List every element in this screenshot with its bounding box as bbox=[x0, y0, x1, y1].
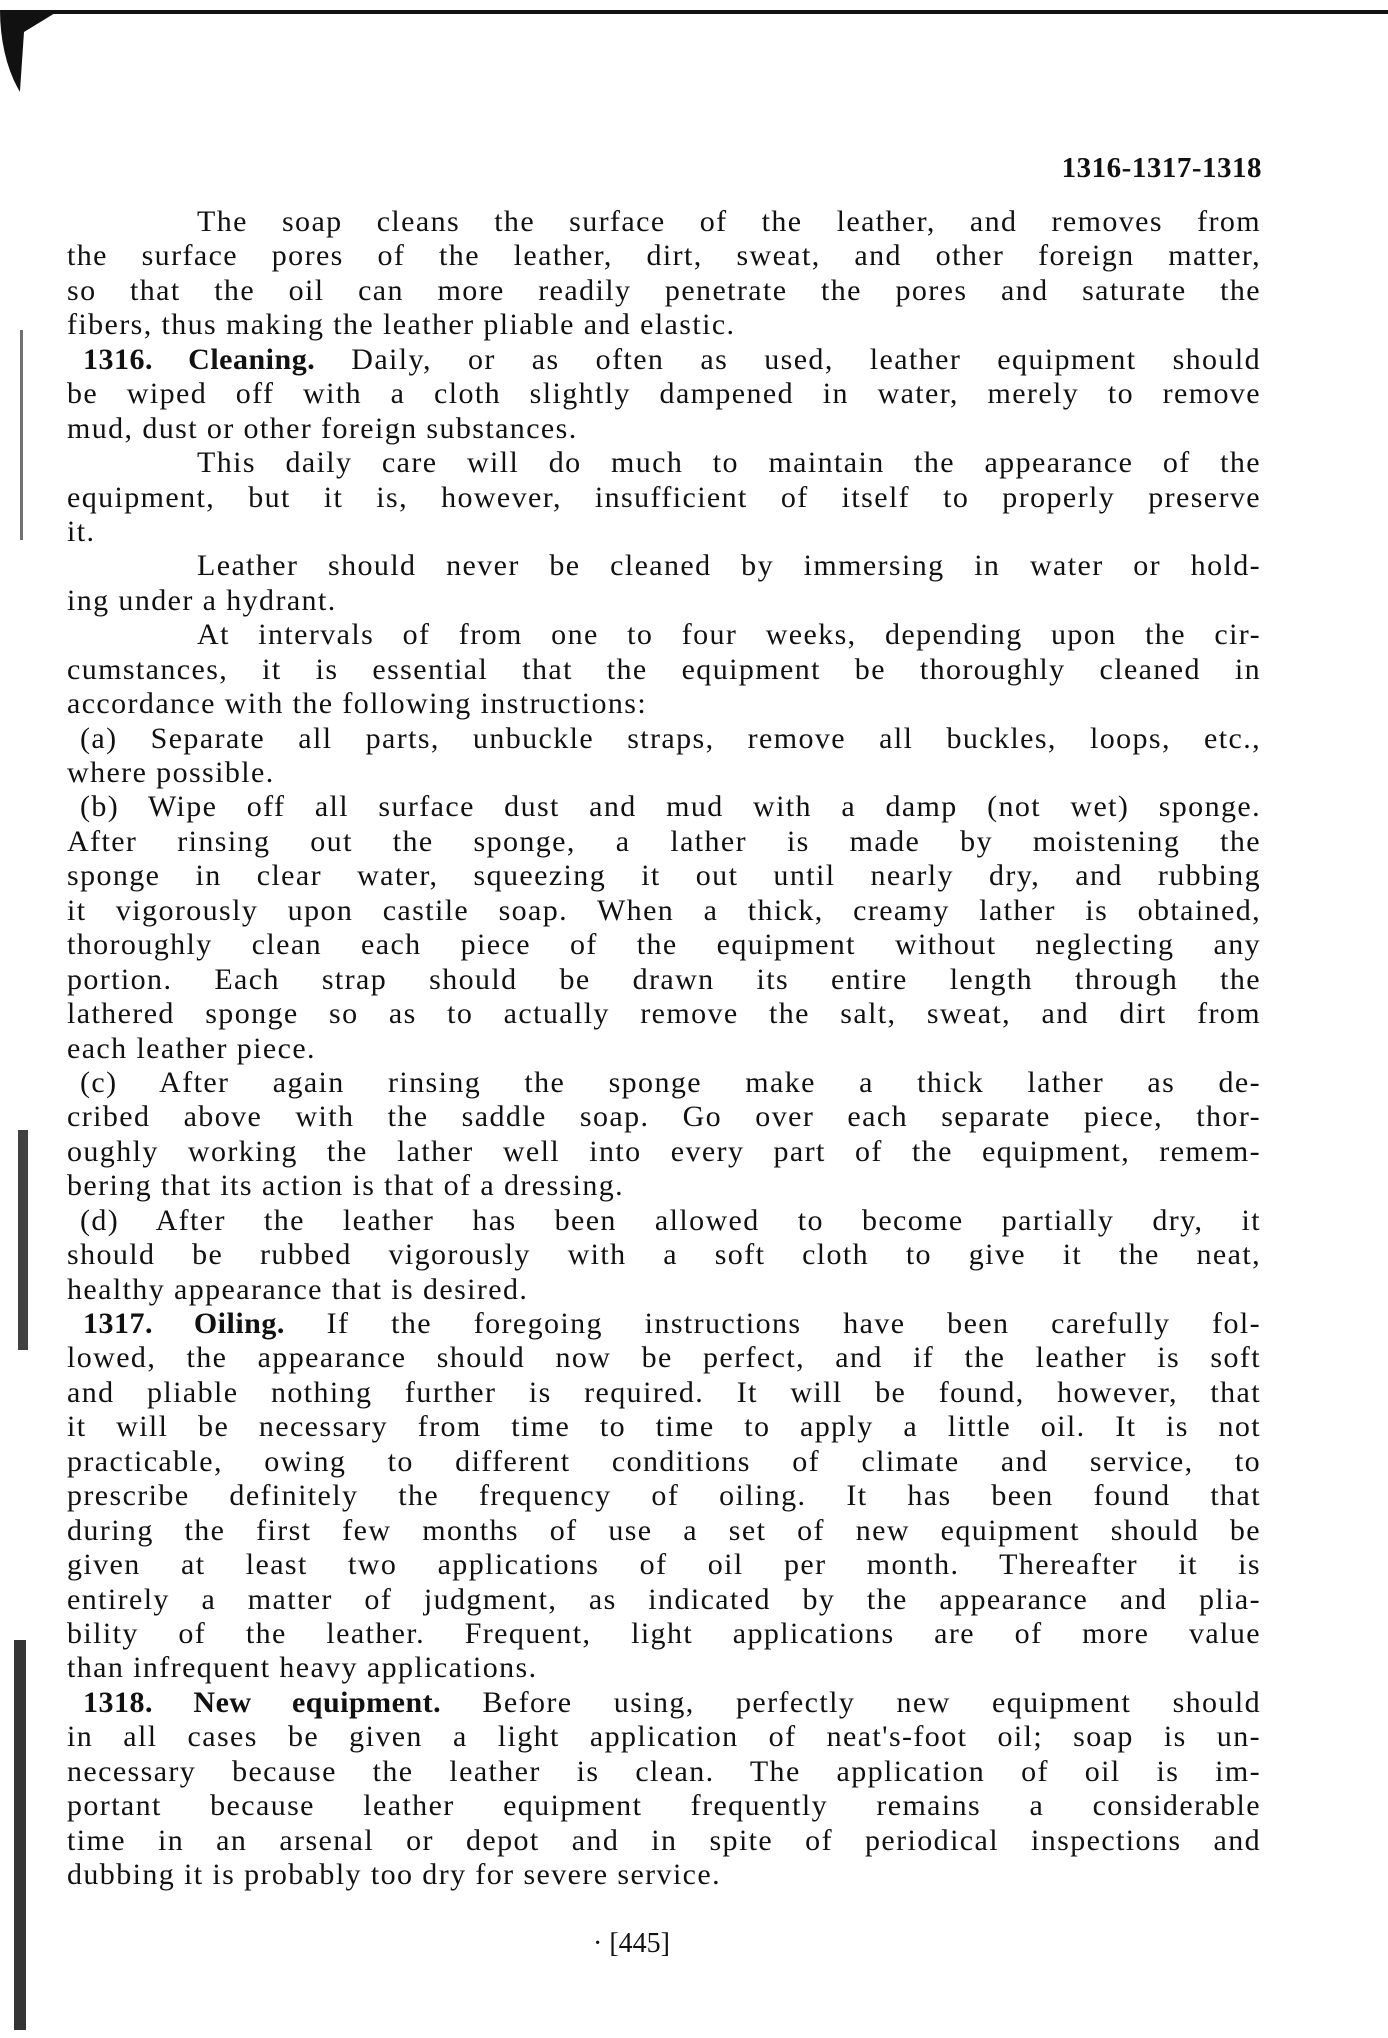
scan-corner-shadow bbox=[0, 10, 60, 120]
line-text: practicable, owing to different conditions of climate and service, to bbox=[67, 1444, 1261, 1478]
line-text: If the foregoing instructions have been carefully fol- bbox=[284, 1307, 1261, 1340]
section-heading: 1317. Oiling. bbox=[83, 1307, 285, 1340]
line-text: Daily, or as often as used, leather equipment should bbox=[315, 342, 1261, 376]
line-text: fibers, thus making the leather pliable and elastic. bbox=[67, 308, 736, 342]
text-line bbox=[67, 1100, 1261, 1134]
text-line bbox=[67, 1617, 1261, 1651]
line-text: portant because leather equipment frequently remains a considerable bbox=[67, 1789, 1261, 1823]
text-line bbox=[67, 653, 1261, 687]
line-text: bering that its action is that of a dressing. bbox=[67, 1169, 625, 1203]
text-line bbox=[67, 343, 1261, 377]
text-line bbox=[67, 584, 1261, 618]
text-line bbox=[67, 1755, 1261, 1789]
text-line bbox=[67, 1204, 1261, 1238]
line-text: dubbing it is probably too dry for severe service. bbox=[67, 1858, 722, 1891]
text-line bbox=[67, 1066, 1261, 1100]
line-text: bility of the leather. Frequent, light applications are of more value bbox=[67, 1616, 1261, 1650]
line-text: it will be necessary from time to time to apply a little oil. It is not bbox=[67, 1410, 1261, 1444]
text-line bbox=[67, 894, 1261, 928]
text-line bbox=[67, 1445, 1261, 1479]
binding-mark bbox=[20, 330, 23, 540]
line-text: equipment, but it is, however, insufficient of itself to properly preserve bbox=[67, 480, 1261, 514]
line-text: Before using, perfectly new equipment should bbox=[441, 1685, 1261, 1719]
text-line bbox=[67, 1238, 1261, 1272]
line-text: it. bbox=[67, 514, 96, 548]
section-heading: 1318. New equipment. bbox=[83, 1685, 442, 1719]
text-line bbox=[67, 997, 1261, 1031]
text-line bbox=[67, 1720, 1261, 1754]
text-line bbox=[67, 1273, 1261, 1307]
text-line bbox=[67, 308, 1261, 342]
text-line bbox=[67, 790, 1261, 824]
line-text: cribed above with the saddle soap. Go over each separate piece, thor- bbox=[67, 1100, 1261, 1134]
line-text: be wiped off with a cloth slightly dampened in water, merely to remove bbox=[67, 377, 1261, 411]
line-text: oughly working the lather well into every part of the equipment, remem- bbox=[67, 1134, 1261, 1168]
line-text: (b) Wipe off all surface dust and mud with a damp (not wet) sponge. bbox=[80, 790, 1261, 824]
text-line bbox=[67, 1583, 1261, 1617]
text-line bbox=[67, 205, 1261, 239]
text-line bbox=[67, 825, 1261, 859]
line-text: the surface pores of the leather, dirt, sweat, and other foreign matter, bbox=[67, 239, 1261, 273]
binding-mark bbox=[18, 1130, 28, 1350]
line-text: prescribe definitely the frequency of oiling. It has been found that bbox=[67, 1479, 1261, 1513]
line-text: during the first few months of use a set of new equipment should be bbox=[67, 1513, 1261, 1547]
line-text: and pliable nothing further is required. It will be found, however, that bbox=[67, 1375, 1261, 1409]
text-line bbox=[67, 1341, 1261, 1375]
line-text: (a) Separate all parts, unbuckle straps, remove all buckles, loops, etc., bbox=[80, 721, 1261, 755]
page-top-edge bbox=[20, 10, 1388, 14]
text-line bbox=[67, 515, 1261, 549]
line-text: healthy appearance that is desired. bbox=[67, 1272, 529, 1306]
page-number: · [445] bbox=[593, 1928, 670, 1959]
line-text: it vigorously upon castile soap. When a thick, creamy lather is obtained, bbox=[67, 893, 1261, 927]
line-text: time in an arsenal or depot and in spite of periodical inspections and bbox=[67, 1823, 1261, 1857]
line-text: portion. Each strap should be drawn its entire length through the bbox=[67, 962, 1261, 996]
text-line bbox=[67, 756, 1261, 790]
text-line bbox=[67, 1169, 1261, 1203]
line-text: accordance with the following instructions: bbox=[67, 687, 648, 721]
line-text: entirely a matter of judgment, as indicated by the appearance and plia- bbox=[67, 1582, 1261, 1616]
line-text: At intervals of from one to four weeks, depending upon the cir- bbox=[197, 618, 1261, 652]
line-text: so that the oil can more readily penetrate the pores and saturate the bbox=[67, 273, 1261, 307]
text-line bbox=[67, 1376, 1261, 1410]
text-line bbox=[67, 446, 1261, 480]
text-line bbox=[67, 1686, 1261, 1720]
line-text: sponge in clear water, squeezing it out until nearly dry, and rubbing bbox=[67, 859, 1261, 893]
text-line bbox=[67, 1548, 1261, 1582]
text-line bbox=[67, 377, 1261, 411]
text-line bbox=[67, 1514, 1261, 1548]
binding-mark bbox=[14, 1640, 26, 2030]
text-line bbox=[67, 1307, 1261, 1341]
line-text: thoroughly clean each piece of the equipment without neglecting any bbox=[67, 928, 1261, 962]
text-line bbox=[67, 1032, 1261, 1066]
line-text: where possible. bbox=[67, 756, 275, 789]
line-text: cumstances, it is essential that the equipment be thoroughly cleaned in bbox=[67, 652, 1261, 686]
text-line bbox=[67, 859, 1261, 893]
line-text: (d) After the leather has been allowed to become partially dry, it bbox=[80, 1203, 1261, 1237]
line-text: After rinsing out the sponge, a lather is made by moistening the bbox=[67, 824, 1261, 858]
text-line bbox=[67, 412, 1261, 446]
line-text: lathered sponge so as to actually remove the salt, sweat, and dirt from bbox=[67, 997, 1261, 1031]
document-body bbox=[67, 205, 1261, 1892]
line-text: (c) After again rinsing the sponge make a thick lather as de- bbox=[80, 1065, 1261, 1099]
section-range-header: 1316-1317-1318 bbox=[1061, 152, 1262, 184]
line-text: necessary because the leather is clean. The application of oil is im- bbox=[67, 1754, 1261, 1788]
text-line bbox=[67, 1858, 1261, 1892]
text-line bbox=[67, 1135, 1261, 1169]
text-line bbox=[67, 963, 1261, 997]
line-text: Leather should never be cleaned by immersing in water or hold- bbox=[197, 549, 1261, 583]
text-line bbox=[67, 1824, 1261, 1858]
line-text: should be rubbed vigorously with a soft cloth to give it the neat, bbox=[67, 1238, 1261, 1272]
line-text: in all cases be given a light application of neat's-foot oil; soap is un- bbox=[67, 1720, 1261, 1754]
line-text: The soap cleans the surface of the leather, and removes from bbox=[197, 205, 1261, 238]
section-heading: 1316. Cleaning. bbox=[83, 342, 316, 376]
line-text: than infrequent heavy applications. bbox=[67, 1651, 538, 1685]
text-line bbox=[67, 239, 1261, 273]
text-line bbox=[67, 1479, 1261, 1513]
text-line bbox=[67, 722, 1261, 756]
text-line bbox=[67, 481, 1261, 515]
text-line bbox=[67, 549, 1261, 583]
text-line bbox=[67, 687, 1261, 721]
line-text: mud, dust or other foreign substances. bbox=[67, 411, 578, 445]
text-line bbox=[67, 928, 1261, 962]
line-text: each leather piece. bbox=[67, 1031, 316, 1065]
text-line bbox=[67, 1410, 1261, 1444]
text-line bbox=[67, 274, 1261, 308]
line-text: given at least two applications of oil per month. Thereafter it is bbox=[67, 1548, 1261, 1582]
line-text: lowed, the appearance should now be perfect, and if the leather is soft bbox=[67, 1341, 1261, 1375]
text-line bbox=[67, 1789, 1261, 1823]
line-text: ing under a hydrant. bbox=[67, 583, 337, 617]
line-text: This daily care will do much to maintain the appearance of the bbox=[197, 446, 1261, 480]
text-line bbox=[67, 618, 1261, 652]
text-line bbox=[67, 1651, 1261, 1685]
